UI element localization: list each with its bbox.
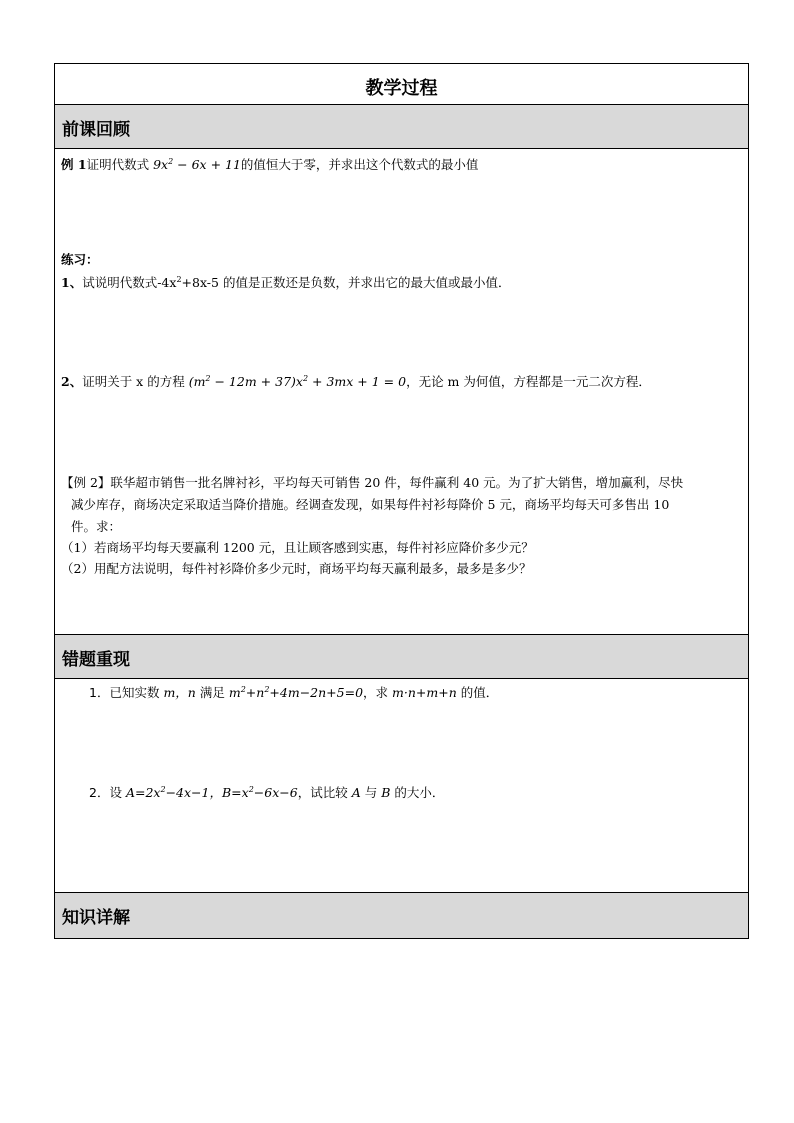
example-2-question-1: （1）若商场平均每天要赢利 1200 元，且让顾客感到实惠，每件衬衫应降价多少元？ [61,540,534,555]
mistake-2-text: 设 [109,785,122,800]
mistake-1-text-3: ，求 [363,685,389,700]
practice-2-equation: $(m^2 - 12m + 37)x^2 + 3mx + 1 = 0$ [188,374,407,389]
mistake-2-number: 2． [89,785,110,800]
section-heading-mistakes: 错题重现 [62,650,130,670]
mistake-2-var-b: B [381,785,391,800]
practice-2 [61,370,651,390]
mistake-2-text-4: 的大小． [394,785,445,800]
practice-label: 练习： [61,252,99,267]
practice-1: 1、试说明代数式$-4x^2+8x-5$ 的值是正数还是负数，并求出它的最大值或最小值． [61,275,511,290]
section-heading-review: 前课回顾 [62,120,130,140]
mistake-1-text: 已知实数 [109,685,160,700]
section-header-mistakes [55,635,748,679]
mistake-1-expression: m·n+m+n [392,685,457,700]
example-2-question-2: （2）用配方法说明，每件衬衫降价多少元时，商场平均每天赢利最多，最多是多少？ [61,561,532,576]
practice-2-label: 2、 [61,374,83,389]
mistake-2-definitions: $A=2x^2-4x-1$，$B=x^2-6x-6$ [125,785,298,800]
practice-1-text-end: +8x-5 的值是正数还是负数，并求出它的最大值或最小值． [181,275,511,290]
practice-1-text: 试说明代数式-4x [82,275,177,290]
example-1-label: 例 1 [61,157,87,172]
section-header-knowledge [55,893,748,938]
mistake-1-text-4: 的值． [460,685,499,700]
mistake-1-vars: m，n [163,685,196,700]
table-title-row [55,64,748,105]
example-1-expression: $9x^2 - 6x + 11$ [153,157,241,172]
mistake-1-equation: $m^2+n^2+4m-2n+5=0$ [228,685,364,700]
mistake-2-text-3: 与 [364,785,378,800]
example-1 [61,153,478,173]
practice-2-text: 证明关于 x 的方程 [82,374,185,389]
example-2-line-2: 减少库存，商场决定采取适当降价措施。经调查发现，如果每件衬衫每降价 5 元，商场平均每天可多售出 10 [71,497,670,512]
lesson-table [54,63,749,939]
example-2-line-3: 件。求： [71,519,122,534]
mistake-2-var-a: A [351,785,361,800]
mistake-1-text-2: 满足 [199,685,225,700]
mistake-2-text-2: ，试比较 [297,785,348,800]
mistake-question-2 [89,781,444,801]
practice-2-text-end: ，无论 m 为何值，方程都是一元二次方程． [406,374,651,389]
section-header-review [55,105,748,149]
mistake-1-number: 1． [89,685,110,700]
practice-1-label: 1、 [61,275,83,290]
mistake-question-1 [89,681,498,701]
section-body-review [55,149,748,635]
section-body-mistakes [55,679,748,893]
example-1-text-end: 的值恒大于零，并求出这个代数式的最小值 [240,157,479,172]
example-1-text: 证明代数式 [86,157,150,172]
page-title: 教学过程 [365,78,438,99]
example-2-line-1: 【例 2】联华超市销售一批名牌衬衫，平均每天可销售 20 件，每件赢利 40 元。为了扩大销售，增加赢利，尽快 [61,475,684,490]
section-heading-knowledge: 知识详解 [62,908,130,928]
